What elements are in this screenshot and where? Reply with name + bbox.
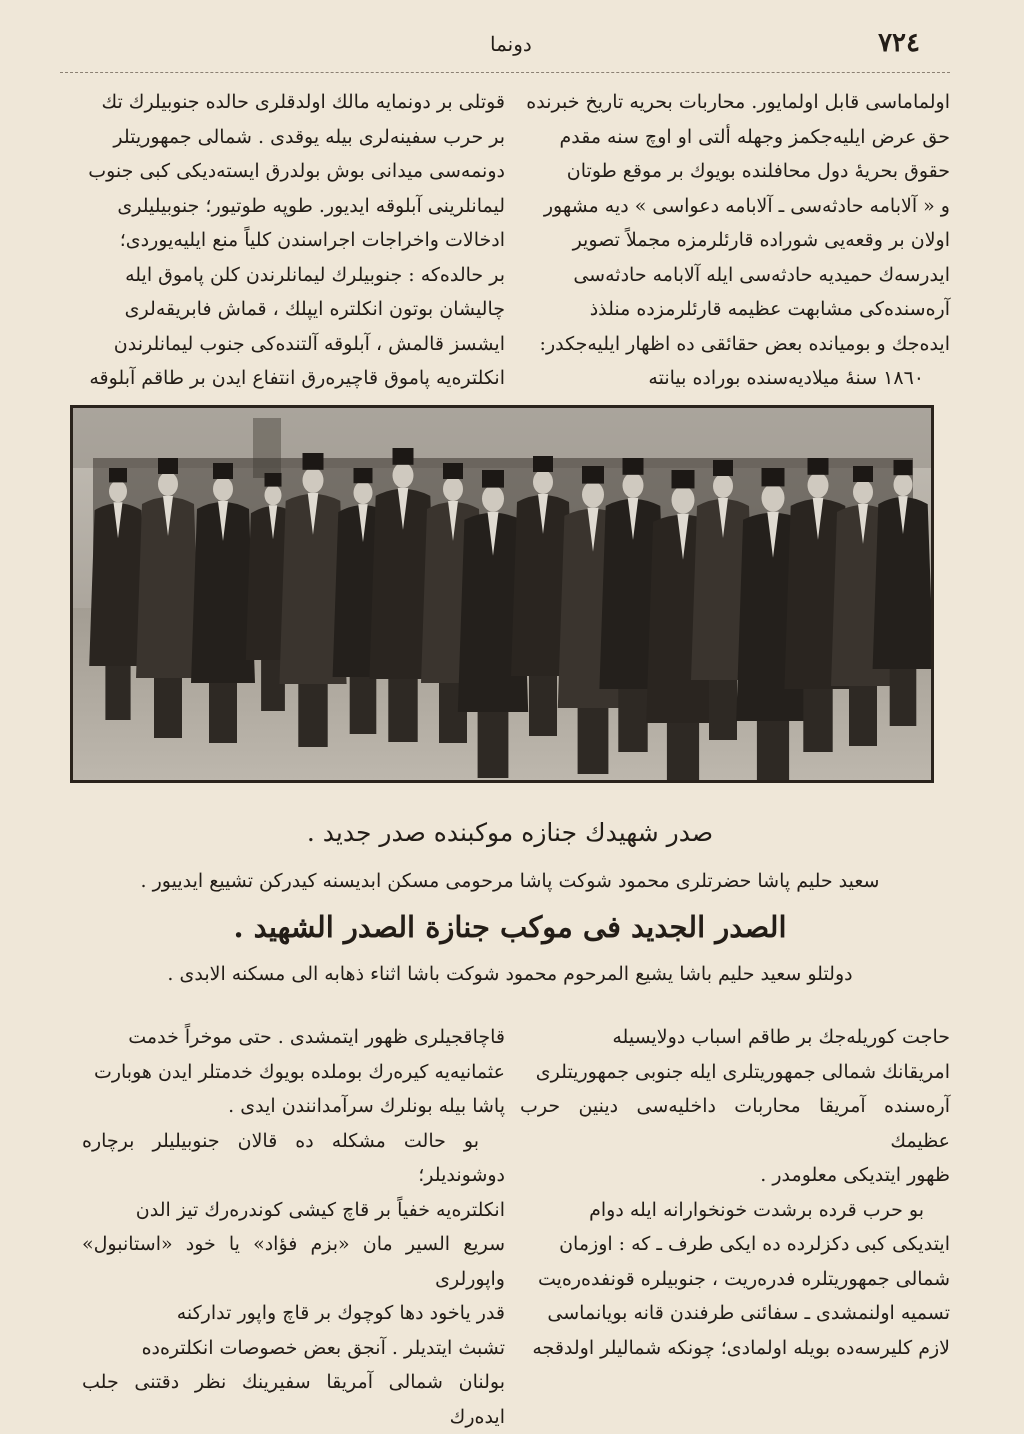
text-line: لازم کلیرسه‌ده بویله اولمادی؛ چونکه شمالیلر اولدقجه [532, 1336, 950, 1359]
text-line: بر حالده‌که : جنوبیلرك لیمانلرندن کلن پاموق ایله [125, 263, 505, 286]
text-line: ادخالات واخراجات اجراسندن کلیاً منع ایلیه‌یوردی؛ [119, 229, 505, 251]
text-line: حقوق بحریهٔ دول محافلنده بویوك بر موقع طوتان [566, 160, 950, 182]
text-line: ایشسز قالمش ، آبلوقه آلتنده‌کی جنوب لیمانلرندن [113, 332, 505, 355]
text-line: انکلتره‌یه خفیاً بر قاچ کیشی کوندره‌رك تیز الدن [135, 1198, 505, 1221]
text-line: سریع السیر مان «بزم فؤاد» یا خود «استانبول» واپورلری [82, 1233, 505, 1290]
bottom-right-column [520, 1020, 950, 1365]
text-line: تشبث ایتدیلر . آنجق بعض خصوصات انکلتره‌ده [141, 1336, 505, 1359]
caption-ottoman-title: صدر شهیدك جنازه موکبنده صدر جدید . [306, 818, 714, 847]
text-line: حاجت کوریله‌جك بر طاقم اسباب دولایسیله [612, 1026, 950, 1048]
text-line: دونمه‌سی میدانی بوش بولدرق ایسته‌دیکی کبی جنوب [88, 160, 505, 182]
text-line: بر حرب سفینه‌لری بیله یوقدی . شمالی جمهوریتلر [113, 125, 505, 148]
funeral-procession-photo [70, 405, 934, 783]
text-line: شمالی جمهوریتلره فدره‌ریت ، جنوبیلره قونفده‌ره‌یت [537, 1267, 950, 1290]
top-right-column [520, 85, 950, 396]
text-line: امریقانك شمالی جمهوریتلری ایله جنوبی جمهوریتلری [535, 1060, 950, 1083]
text-line: چالیشان بوتون انکلتره ایپلك ، قماش فابریقه‌لری [124, 298, 505, 320]
text-line: تسمیه اولنمشدی ـ سفائنی طرفندن قانه بویانماسی [547, 1302, 950, 1324]
text-line: ظهور ایتدیکی معلومدر . [760, 1164, 950, 1186]
caption-arabic-title: الصدر الجدید فی موکب جنازة الصدر الشهید . [233, 910, 787, 944]
text-line: ایدرسه‌ك حمیدیه حادثه‌سی ایله آلابامه حادثه‌سی [573, 263, 950, 286]
text-line: انکلتره‌یه پاموق قاچیره‌رق انتفاع ایدن بر طاقم آبلوقه [89, 367, 505, 389]
text-line: بو حالت مشکله ده قالان جنوبیلیلر برچاره دوشوندیلر؛ [82, 1129, 505, 1186]
text-line: آره‌سنده‌کی مشابهت عظیمه قارئلرمزده منلذذ [589, 298, 950, 320]
text-line: قدر یاخود دها کوچوك بر قاچ واپور تدارکنه [176, 1302, 505, 1324]
text-line: ایتدیکی کبی دکزلرده ده ایکی طرف ـ که : اوزمان [559, 1233, 950, 1255]
text-line: اولان بر وقعه‌یی شوراده قارئلرمزه مجملاً تصویر [572, 229, 950, 251]
text-line: حق عرض ایلیه‌جکمز وجهله ألتی او اوچ سنه مقدم [559, 125, 950, 148]
caption-ottoman-description: سعید حلیم پاشا حضرتلری محمود شوکت پاشا مرحومی مسکن ابدیسنه کیدرکن تشییع ایدییور . [140, 870, 880, 892]
text-line: بولنان شمالی آمریقا سفیرینك نظر دقتنی جلب ایده‌رك [82, 1371, 505, 1428]
text-line: ١٨٦٠ سنهٔ میلادیه‌سنده بوراده بیانته [648, 367, 924, 389]
bottom-left-column [82, 1020, 505, 1434]
text-line: ایده‌جك و بومیانده بعض حقائقی ده اظهار ایلیه‌جکدر: [539, 332, 950, 355]
text-line: پاشا بیله بونلرك سرآمدانندن ایدی . [228, 1095, 505, 1117]
page-number: ٧٢٤ [878, 28, 920, 58]
text-line: قاچاقجیلری ظهور ایتمشدی . حتی موخراً خدمت [128, 1026, 505, 1048]
page-header [60, 22, 950, 73]
text-line: لیمانلرینی آبلوقه ایدیور. طوپه طوتیور؛ جنوبیلیلری [117, 194, 505, 217]
photo-illustration [73, 408, 931, 780]
running-title: دونما [490, 32, 532, 56]
text-line: و « آلابامه حادثه‌سی ـ آلابامه دعواسی » دیه مشهور [543, 194, 950, 217]
text-line: اولماماسی قابل اولمایور. محاربات بحریه تاریخ خبرنده [526, 91, 950, 113]
top-left-column [82, 85, 505, 396]
caption-arabic-description: دولتلو سعید حلیم باشا یشیع المرحوم محمود شوکت باشا اثناء ذهابه الی مسکنه الابدی . [167, 963, 853, 985]
text-line: آره‌سنده آمریقا محاربات داخلیه‌سی دینین حرب عظیمك [520, 1095, 950, 1152]
text-line: قوتلی بر دونمایه مالك اولدقلری حالده جنوبیلرك تك [101, 91, 505, 113]
text-line: بو حرب قرده برشدت خونخوارانه ایله دوام [589, 1198, 924, 1221]
text-line: عثمانیه‌یه کیره‌رك بوملده بویوك خدمتلر ایدن هوبارت [93, 1060, 505, 1083]
